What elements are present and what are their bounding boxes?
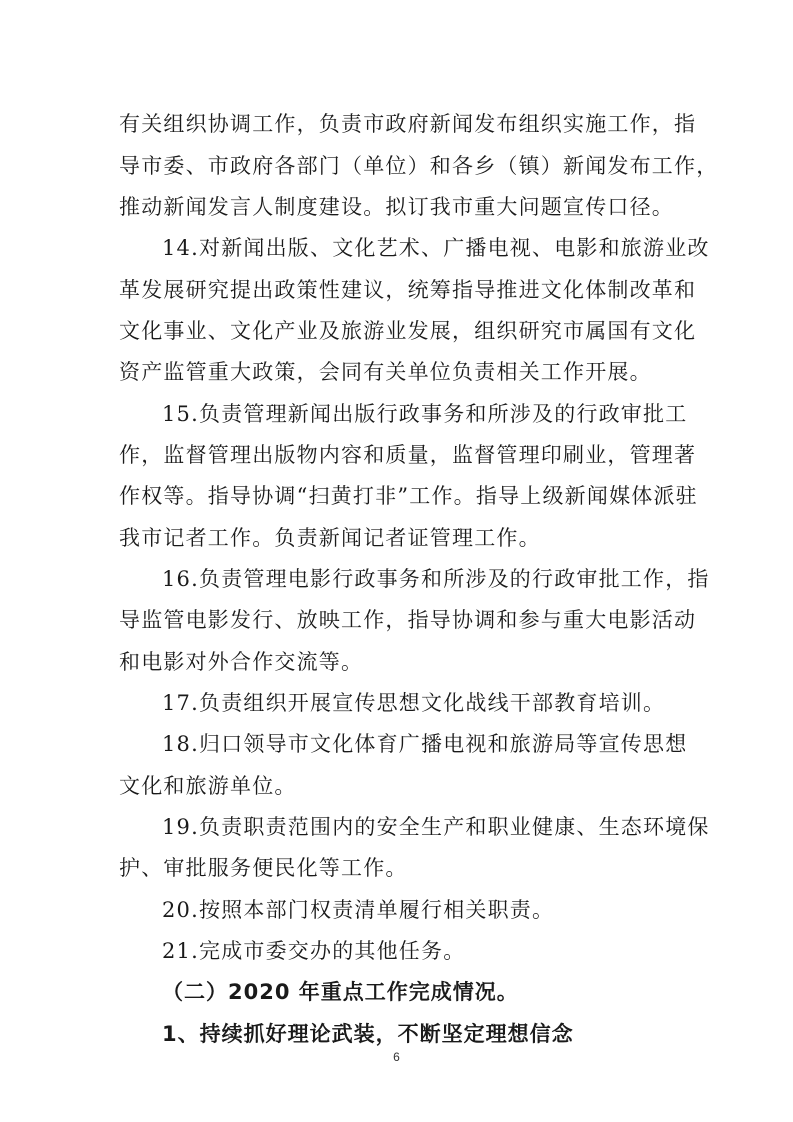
body-text-line: 作，监督管理出版物内容和质量，监督管理印刷业，管理著 (119, 443, 697, 467)
body-text-line: 19.负责职责范围内的安全生产和职业健康、生态环境保 (162, 815, 710, 839)
body-text-line: 护、审批服务便民化等工作。 (119, 856, 408, 880)
body-text-line: 导市委、市政府各部门（单位）和各乡（镇）新闻发布工作， (119, 154, 719, 178)
body-text-line: 我市记者工作。负责新闻记者证管理工作。 (119, 526, 541, 550)
body-text-line: 作权等。指导协调“扫黄打非”工作。指导上级新闻媒体派驻 (119, 484, 698, 508)
body-text-line: 文化和旅游单位。 (119, 774, 297, 798)
body-text-line: 21.完成市委交办的其他任务。 (162, 939, 466, 963)
body-text-line: 20.按照本部门权责清单履行相关职责。 (162, 898, 555, 922)
body-text-line: 资产监管重大政策，会同有关单位负责相关工作开展。 (119, 360, 652, 384)
body-text-line: 和电影对外合作交流等。 (119, 650, 364, 674)
section-heading: （二）2020 年重点工作完成情况。 (162, 980, 519, 1004)
body-text-line: 14.对新闻出版、文化艺术、广播电视、电影和旅游业改 (162, 236, 710, 260)
body-text-line: 革发展研究提出政策性建议，统筹指导推进文化体制改革和 (119, 278, 697, 302)
body-text-line: 推动新闻发言人制度建设。拟订我市重大问题宣传口径。 (119, 195, 674, 219)
body-text-line: 17.负责组织开展宣传思想文化战线干部教育培训。 (162, 691, 666, 715)
body-text-line: 文化事业、文化产业及旅游业发展，组织研究市属国有文化 (119, 319, 697, 343)
page-number: 6 (393, 1050, 400, 1064)
body-text-line: 15.负责管理新闻出版行政事务和所涉及的行政审批工 (162, 402, 688, 426)
body-text-line: 有关组织协调工作，负责市政府新闻发布组织实施工作，指 (119, 112, 697, 136)
body-text-line: 导监管电影发行、放映工作，指导协调和参与重大电影活动 (119, 608, 697, 632)
subsection-heading: 1、持续抓好理论武装，不断坚定理想信念 (162, 1022, 574, 1046)
body-text-line: 18.归口领导市文化体育广播电视和旅游局等宣传思想 (162, 732, 688, 756)
body-text-line: 16.负责管理电影行政事务和所涉及的行政审批工作，指 (162, 567, 710, 591)
